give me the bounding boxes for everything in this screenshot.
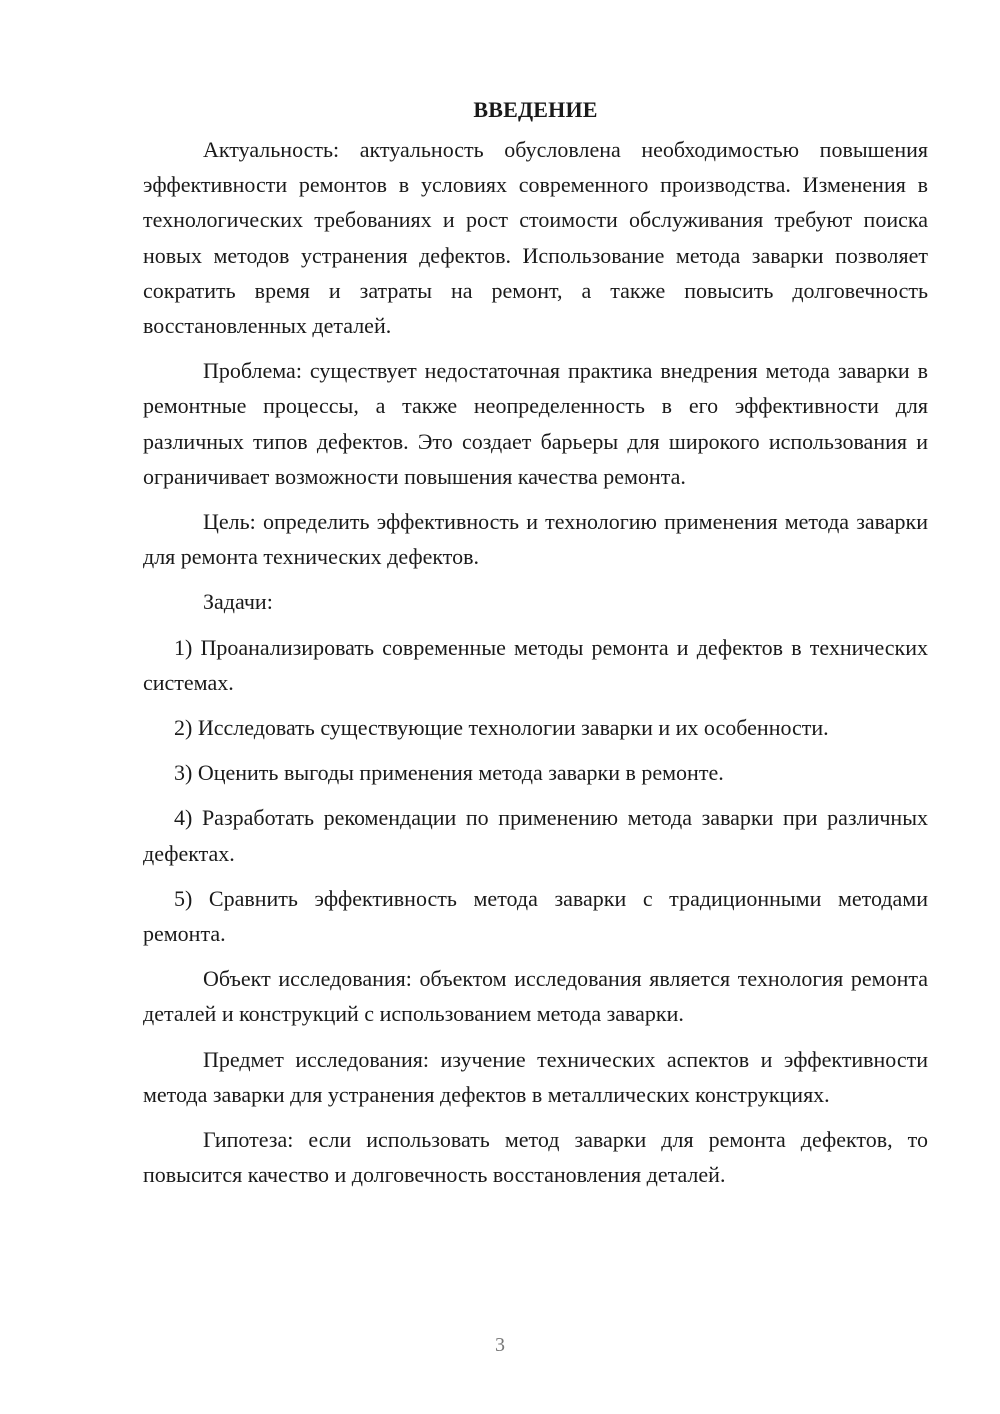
task-item-5: 5) Сравнить эффективность метода заварки с традиционными методами ремонта. [143,885,928,947]
paragraph-tasks-heading: Задачи: [203,589,273,615]
document-page [143,92,928,1202]
page-number: 3 [495,1334,505,1356]
paragraph-object: Объект исследования: объектом исследования является технология ремонта деталей и конструкций с использованием метода заварки. [143,966,928,1027]
paragraph-subject: Предмет исследования: изучение технических аспектов и эффективности метода заварки для устранения дефектов в металлических конструкциях. [143,1046,928,1107]
task-item-1: 1) Проанализировать современные методы ремонта и дефектов в технических системах. [143,634,928,695]
paragraph-goal: Цель: определить эффективность и технологию применения метода заварки для ремонта технических дефектов. [143,509,928,570]
paragraph-problem: Проблема: существует недостаточная практика внедрения метода заварки в ремонтные процессы, а также неопределенность в его эффективности для различных типов дефектов. Это создает барьеры для широкого использования и ограничивает возможности повышения качества ремонта. [143,358,928,489]
task-item-4: 4) Разработать рекомендации по применению метода заварки при различных дефектах. [143,805,928,866]
task-item-3: 3) Оценить выгоды применения метода заварки в ремонте. [174,760,724,786]
paragraph-hypothesis: Гипотеза: если использовать метод заварки для ремонта дефектов, то повысится качество и долговечность восстановления деталей. [143,1127,928,1188]
section-title: ВВЕДЕНИЕ [473,97,598,122]
task-item-2: 2) Исследовать существующие технологии заварки и их особенности. [174,715,829,741]
paragraph-relevance: Актуальность: актуальность обусловлена необходимостью повышения эффективности ремонтов в условиях современного производства. Изменения в технологических требованиях и рост стоимости обслуживания требуют поиска новых методов устранения дефектов. Использование метода заварки позволяет сократить время и затраты на ремонт, а также повысить долговечность восстановленных деталей. [143,137,928,339]
